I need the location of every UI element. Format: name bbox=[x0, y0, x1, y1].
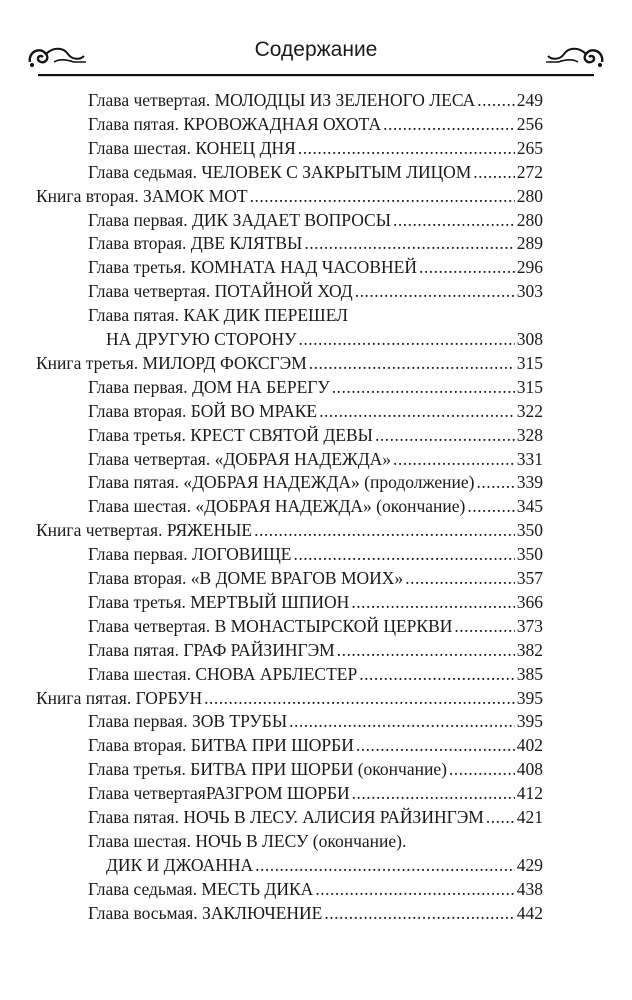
toc-entry-label: Глава третья. МЕРТВЫЙ ШПИОН bbox=[88, 591, 350, 612]
toc-chapter-entry bbox=[88, 160, 543, 184]
dot-leader bbox=[355, 279, 515, 303]
toc-page-number: 421 bbox=[516, 807, 543, 827]
toc-chapter-entry bbox=[88, 662, 543, 686]
toc-chapter-entry bbox=[88, 423, 543, 447]
toc-page-number: 412 bbox=[516, 783, 543, 804]
toc-chapter-entry bbox=[88, 112, 543, 136]
page-header bbox=[24, 32, 608, 82]
toc-page-number: 280 bbox=[516, 185, 543, 206]
toc-entry-label: Глава пятая. КРОВОЖАДНАЯ ОХОТА bbox=[88, 113, 382, 134]
toc-chapter-entry bbox=[88, 255, 543, 279]
dot-leader bbox=[332, 375, 515, 399]
dot-leader bbox=[419, 255, 515, 279]
toc-entry-label: Глава шестая. НОЧЬ В ЛЕСУ (окончание). bbox=[88, 830, 407, 851]
toc-page-number: 280 bbox=[516, 209, 543, 230]
toc-chapter-entry bbox=[88, 470, 543, 494]
toc-chapter-entry bbox=[88, 542, 543, 566]
dot-leader bbox=[254, 518, 515, 542]
toc-page-number: 256 bbox=[516, 113, 543, 134]
dot-leader bbox=[304, 231, 514, 255]
dot-leader bbox=[359, 662, 515, 686]
toc-page-number: 357 bbox=[516, 568, 543, 588]
toc-entry-label: Глава третья. БИТВА ПРИ ШОРБИ (окончание) bbox=[88, 759, 447, 780]
dot-leader bbox=[477, 88, 514, 112]
toc-page-number: 308 bbox=[516, 329, 543, 349]
toc-entry-label: Глава третья. КРЕСТ СВЯТОЙ ДЕВЫ bbox=[88, 424, 373, 445]
toc-chapter-entry bbox=[88, 399, 543, 423]
toc-chapter-entry bbox=[88, 757, 543, 781]
toc-chapter-entry bbox=[106, 853, 543, 877]
dot-leader bbox=[449, 757, 515, 781]
toc-chapter-entry bbox=[88, 709, 543, 733]
toc-page-number: 408 bbox=[516, 759, 543, 780]
toc-chapter-entry bbox=[88, 733, 543, 757]
toc-entry-label: Глава четвертая. ПОТАЙНОЙ ХОД bbox=[88, 281, 353, 302]
toc-page-number: 328 bbox=[516, 424, 543, 445]
toc-entry-label: Глава седьмая. МЕСТЬ ДИКА bbox=[88, 878, 314, 899]
toc-chapter-entry bbox=[88, 901, 543, 925]
toc-entry-label: Глава четвертая. В МОНАСТЫРСКОЙ ЦЕРКВИ bbox=[88, 615, 453, 636]
toc-book-entry bbox=[36, 686, 543, 710]
dot-leader bbox=[309, 351, 515, 375]
toc-chapter-entry bbox=[88, 494, 543, 518]
toc-chapter-entry bbox=[88, 614, 543, 638]
toc-chapter-entry bbox=[88, 590, 543, 614]
toc-page-number: 315 bbox=[516, 352, 543, 373]
toc-page-number: 395 bbox=[516, 711, 543, 732]
toc-page-number: 315 bbox=[516, 376, 543, 397]
toc-entry-label: Глава четвертая. МОЛОДЦЫ ИЗ ЗЕЛЕНОГО ЛЕСА bbox=[88, 90, 476, 110]
dot-leader bbox=[299, 327, 515, 351]
toc-chapter-entry bbox=[88, 88, 543, 112]
toc-entry-label: Глава первая. ДИК ЗАДАЕТ ВОПРОСЫ bbox=[88, 209, 391, 230]
toc-chapter-entry bbox=[88, 231, 543, 255]
toc-entry-label: Глава шестая. КОНЕЦ ДНЯ bbox=[88, 137, 296, 158]
toc-chapter-entry bbox=[88, 877, 543, 901]
toc-page-number: 272 bbox=[516, 161, 543, 182]
dot-leader bbox=[293, 542, 514, 566]
toc-book-entry bbox=[36, 184, 543, 208]
toc-entry-label: Книга пятая. ГОРБУН bbox=[36, 687, 203, 708]
dot-leader bbox=[486, 805, 515, 829]
toc-book-entry bbox=[36, 518, 543, 542]
toc-entry-label: Глава вторая. «В ДОМЕ ВРАГОВ МОИХ» bbox=[88, 568, 404, 588]
toc-entry-label: Глава вторая. БИТВА ПРИ ШОРБИ bbox=[88, 735, 354, 756]
toc-page-number: 395 bbox=[516, 687, 543, 708]
dot-leader bbox=[250, 184, 515, 208]
toc-chapter-entry bbox=[88, 208, 543, 232]
toc-entry-label: Глава вторая. ДВЕ КЛЯТВЫ bbox=[88, 233, 303, 254]
toc-entry-label: Книга четвертая. РЯЖЕНЫЕ bbox=[36, 520, 253, 541]
toc-page-number: 438 bbox=[516, 878, 543, 899]
toc-entry-label: Глава третья. КОМНАТА НАД ЧАСОВНЕЙ bbox=[88, 257, 417, 278]
dot-leader bbox=[337, 638, 515, 662]
toc-chapter-entry bbox=[88, 136, 543, 160]
dot-leader bbox=[352, 781, 515, 805]
toc-page-number: 350 bbox=[516, 544, 543, 565]
toc-entry-label: Глава первая. ДОМ НА БЕРЕГУ bbox=[88, 376, 330, 397]
toc-entry-label: Книга вторая. ЗАМОК МОТ bbox=[36, 185, 248, 206]
toc-entry-label: Глава пятая. КАК ДИК ПЕРЕШЕЛ bbox=[88, 305, 349, 326]
toc-entry-label: Глава четвертая. «ДОБРАЯ НАДЕЖДА» bbox=[88, 448, 392, 469]
dot-leader bbox=[393, 447, 515, 471]
toc-page-number: 373 bbox=[516, 615, 543, 636]
toc-page-number: 429 bbox=[516, 854, 543, 875]
dot-leader bbox=[356, 733, 515, 757]
toc-entry-label: Глава первая. ЗОВ ТРУБЫ bbox=[88, 711, 288, 732]
dot-leader bbox=[298, 136, 515, 160]
toc-chapter-entry bbox=[88, 805, 543, 829]
page-title: Содержание bbox=[254, 38, 378, 61]
dot-leader bbox=[289, 709, 515, 733]
dot-leader bbox=[467, 494, 514, 518]
toc-chapter-entry bbox=[88, 566, 543, 590]
toc-entry-label: Глава шестая. СНОВА АРБЛЕСТЕР bbox=[88, 663, 358, 684]
toc-book-entry bbox=[36, 351, 543, 375]
dot-leader bbox=[405, 566, 515, 590]
toc-entry-label: Глава шестая. «ДОБРАЯ НАДЕЖДА» (окончание) bbox=[88, 496, 466, 517]
dot-leader bbox=[383, 112, 515, 136]
toc-entry-label: Глава седьмая. ЧЕЛОВЕК С ЗАКРЫТЫМ ЛИЦОМ bbox=[88, 161, 472, 182]
toc-page-number: 382 bbox=[516, 639, 543, 660]
toc-page-number: 366 bbox=[516, 591, 543, 612]
toc-page-number: 331 bbox=[516, 448, 543, 469]
toc-chapter-entry bbox=[88, 447, 543, 471]
dot-leader bbox=[473, 160, 514, 184]
toc-entry-label: Глава четвертаяРАЗГРОМ ШОРБИ bbox=[88, 783, 350, 804]
toc-entry-label: Книга третья. МИЛОРД ФОКСГЭМ bbox=[36, 352, 307, 373]
toc-page-number: 322 bbox=[516, 400, 543, 421]
dot-leader bbox=[375, 423, 515, 447]
toc-entry-label: Глава пятая. «ДОБРАЯ НАДЕЖДА» (продолжение) bbox=[88, 472, 475, 493]
toc-page-number: 442 bbox=[516, 902, 543, 923]
toc-page-number: 303 bbox=[516, 281, 543, 302]
dot-leader bbox=[351, 590, 514, 614]
toc-page-number: 385 bbox=[516, 663, 543, 684]
toc-page-number: 402 bbox=[516, 735, 543, 756]
toc-chapter-entry bbox=[88, 279, 543, 303]
toc-page-number: 345 bbox=[516, 496, 543, 517]
toc-entry-label: Глава восьмая. ЗАКЛЮЧЕНИЕ bbox=[88, 902, 323, 923]
dot-leader bbox=[319, 399, 515, 423]
toc-chapter-entry bbox=[88, 375, 543, 399]
toc-entry-label: Глава пятая. ГРАФ РАЙЗИНГЭМ bbox=[88, 639, 335, 660]
dot-leader bbox=[393, 208, 515, 232]
toc-page-number: 249 bbox=[516, 90, 543, 110]
toc-entry-label: НА ДРУГУЮ СТОРОНУ bbox=[106, 329, 297, 349]
toc-page-number: 265 bbox=[516, 137, 543, 158]
dot-leader bbox=[454, 614, 514, 638]
toc-chapter-entry bbox=[106, 327, 543, 351]
dot-leader bbox=[324, 901, 514, 925]
dot-leader bbox=[204, 686, 515, 710]
toc-chapter-entry bbox=[88, 781, 543, 805]
toc-entry-label: Глава первая. ЛОГОВИЩЕ bbox=[88, 544, 292, 565]
dot-leader bbox=[476, 470, 514, 494]
toc-page-number: 289 bbox=[516, 233, 543, 254]
toc-page-number: 296 bbox=[516, 257, 543, 278]
toc-page-number: 350 bbox=[516, 520, 543, 541]
dot-leader bbox=[315, 877, 514, 901]
dot-leader bbox=[255, 853, 515, 877]
toc-entry-label: Глава пятая. НОЧЬ В ЛЕСУ. АЛИСИЯ РАЙЗИНГЭМ bbox=[88, 807, 484, 827]
toc-page-number: 339 bbox=[516, 472, 543, 493]
toc-entry-label: ДИК И ДЖОАННА bbox=[106, 854, 254, 875]
toc-entry-label: Глава вторая. БОЙ ВО МРАКЕ bbox=[88, 400, 318, 421]
toc-chapter-entry bbox=[88, 638, 543, 662]
